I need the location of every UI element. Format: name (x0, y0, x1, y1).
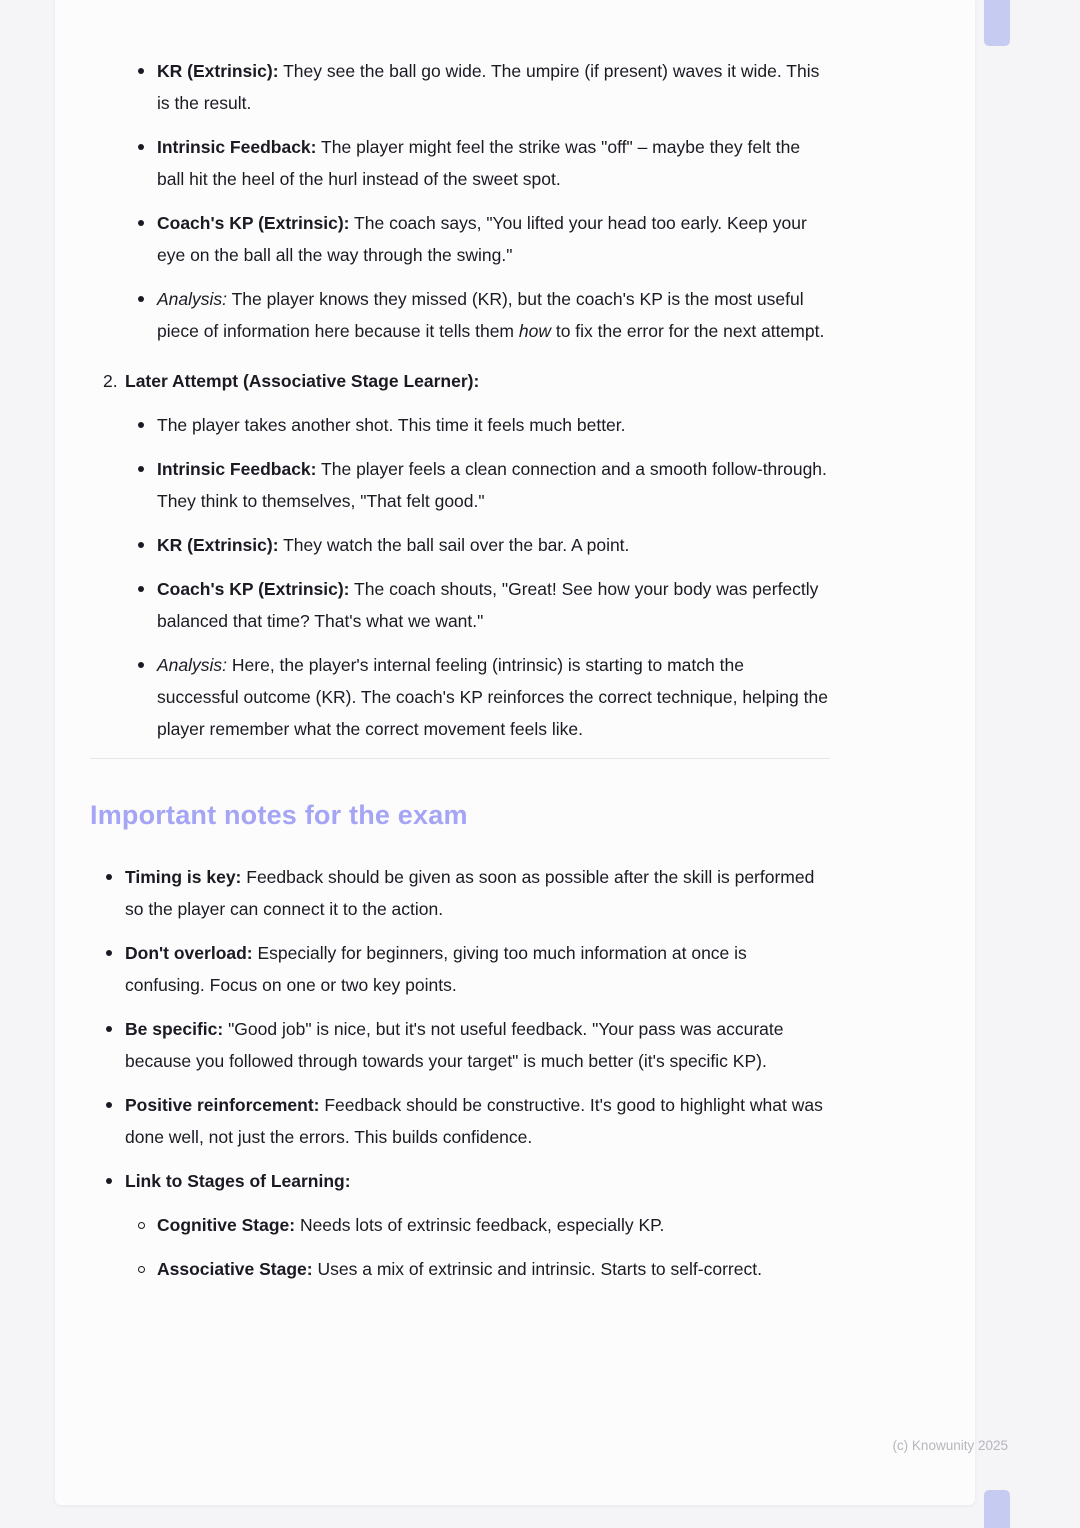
text-segment-normal: They see the ball go wide. The umpire (if present) waves it wide. This is the result. (157, 61, 820, 113)
text-segment-bold: Don't overload: (125, 943, 253, 963)
scrollbar-top-segment[interactable] (984, 0, 1010, 46)
text-segment-normal: They watch the ball sail over the bar. A point. (278, 535, 630, 555)
bullet-icon (137, 529, 157, 561)
text-segment-normal: The player might feel the strike was "off" – maybe they felt the ball hit the heel of the hurl instead of the sweet spot. (157, 137, 801, 189)
bullet-icon (105, 861, 125, 925)
bullet-icon (105, 1013, 125, 1077)
list-item-text (157, 283, 830, 347)
text-segment-italic: Analysis: (157, 289, 228, 309)
list-item (90, 1165, 830, 1197)
text-segment-italic: how (518, 321, 551, 341)
list-item-text (157, 207, 830, 271)
list-item (90, 365, 830, 397)
document-content (55, 0, 975, 1285)
bullet-icon (137, 453, 157, 517)
bullet-icon (137, 207, 157, 271)
list-item-text (125, 1089, 830, 1153)
bullet-icon (137, 55, 157, 119)
scrollbar-bottom-segment[interactable] (984, 1490, 1010, 1528)
list-item-text (157, 453, 830, 517)
text-segment-bold: Cognitive Stage: (157, 1215, 296, 1235)
list-item-text (125, 365, 830, 397)
text-segment-bold: Be specific: (125, 1019, 224, 1039)
list-item (90, 1209, 830, 1241)
list-item (90, 131, 830, 195)
list-item (90, 861, 830, 925)
list-item-text (157, 55, 830, 119)
bullet-icon (137, 131, 157, 195)
text-segment-normal: The coach shouts, "Great! See how your body was perfectly balanced that time? That's what we want." (157, 579, 819, 631)
text-segment-normal: The player feels a clean connection and a smooth follow-through. They think to themselves, "That felt good." (157, 459, 827, 511)
watermark: (c) Knowunity 2025 (892, 1438, 1008, 1453)
text-segment-normal: The player knows they missed (KR), but the coach's KP is the most useful piece of information here because it tells them (157, 289, 804, 341)
text-segment-normal: The player takes another shot. This time it feels much better. (157, 415, 626, 435)
list-item-text (157, 409, 830, 441)
list-item-text (125, 937, 830, 1001)
hollow-bullet-icon (137, 1253, 157, 1285)
text-segment-normal: Here, the player's internal feeling (intrinsic) is starting to match the successful outcome (KR). The coach's KP reinforces the correct technique, helping the player remember what the correct movement feels like. (157, 655, 828, 739)
list-item-text (125, 861, 830, 925)
text-segment-bold: Timing is key: (125, 867, 242, 887)
list-item-text (157, 131, 830, 195)
text-segment-bold: Positive reinforcement: (125, 1095, 320, 1115)
list-item (90, 207, 830, 271)
text-segment-bold: KR (Extrinsic): (157, 61, 279, 81)
text-segment-bold: Associative Stage: (157, 1259, 313, 1279)
list-block (90, 409, 830, 745)
list-item-text (157, 573, 830, 637)
text-segment-normal: to fix the error for the next attempt. (550, 321, 825, 341)
section-heading: Important notes for the exam (90, 800, 468, 830)
list-item (90, 55, 830, 119)
text-segment-bold: Intrinsic Feedback: (157, 137, 317, 157)
hollow-bullet-icon (137, 1209, 157, 1241)
text-segment-normal: Feedback should be given as soon as possible after the skill is performed so the player can connect it to the action. (125, 867, 815, 919)
text-segment-bold: Intrinsic Feedback: (157, 459, 317, 479)
text-segment-normal: Needs lots of extrinsic feedback, especially KP. (295, 1215, 665, 1235)
list-item-text (157, 1209, 830, 1241)
bullet-icon (105, 1089, 125, 1153)
list-item (90, 649, 830, 745)
list-item (90, 1253, 830, 1285)
list-block (90, 861, 830, 1285)
list-item (90, 573, 830, 637)
list-item (90, 1089, 830, 1153)
list-item (90, 529, 830, 561)
list-item-text (125, 1013, 830, 1077)
list-item (90, 453, 830, 517)
text-segment-bold: KR (Extrinsic): (157, 535, 279, 555)
text-segment-bold: Coach's KP (Extrinsic): (157, 213, 350, 233)
text-segment-bold: Coach's KP (Extrinsic): (157, 579, 350, 599)
text-segment-normal: Feedback should be constructive. It's good to highlight what was done well, not just the errors. This builds confidence. (125, 1095, 823, 1147)
list-item (90, 1013, 830, 1077)
text-segment-normal: "Good job" is nice, but it's not useful feedback. "Your pass was accurate because you followed through towards your target" is much better (it's specific KP). (125, 1019, 784, 1071)
bullet-icon (137, 573, 157, 637)
bullet-icon (137, 409, 157, 441)
page-card (55, 0, 975, 1505)
bullet-icon (105, 937, 125, 1001)
list-item-text (157, 649, 830, 745)
bullet-icon (137, 649, 157, 745)
bullet-icon (105, 1165, 125, 1197)
list-item (90, 937, 830, 1001)
list-block (90, 365, 830, 397)
list-item (90, 283, 830, 347)
list-item (90, 409, 830, 441)
text-segment-bold: Link to Stages of Learning: (125, 1171, 351, 1191)
text-segment-normal: Uses a mix of extrinsic and intrinsic. Starts to self-correct. (312, 1259, 762, 1279)
text-segment-bold: Later Attempt (Associative Stage Learner): (125, 371, 480, 391)
bullet-icon (137, 283, 157, 347)
section-divider (90, 758, 830, 759)
text-segment-normal: Especially for beginners, giving too much information at once is confusing. Focus on one or two key points. (125, 943, 747, 995)
text-segment-normal: The coach says, "You lifted your head too early. Keep your eye on the ball all the way through the swing." (157, 213, 807, 265)
list-item-text (157, 529, 830, 561)
list-item-text (125, 1165, 830, 1197)
list-item-text (157, 1253, 830, 1285)
list-item-number: 2. (103, 371, 118, 391)
list-block (90, 55, 830, 347)
text-segment-italic: Analysis: (157, 655, 228, 675)
